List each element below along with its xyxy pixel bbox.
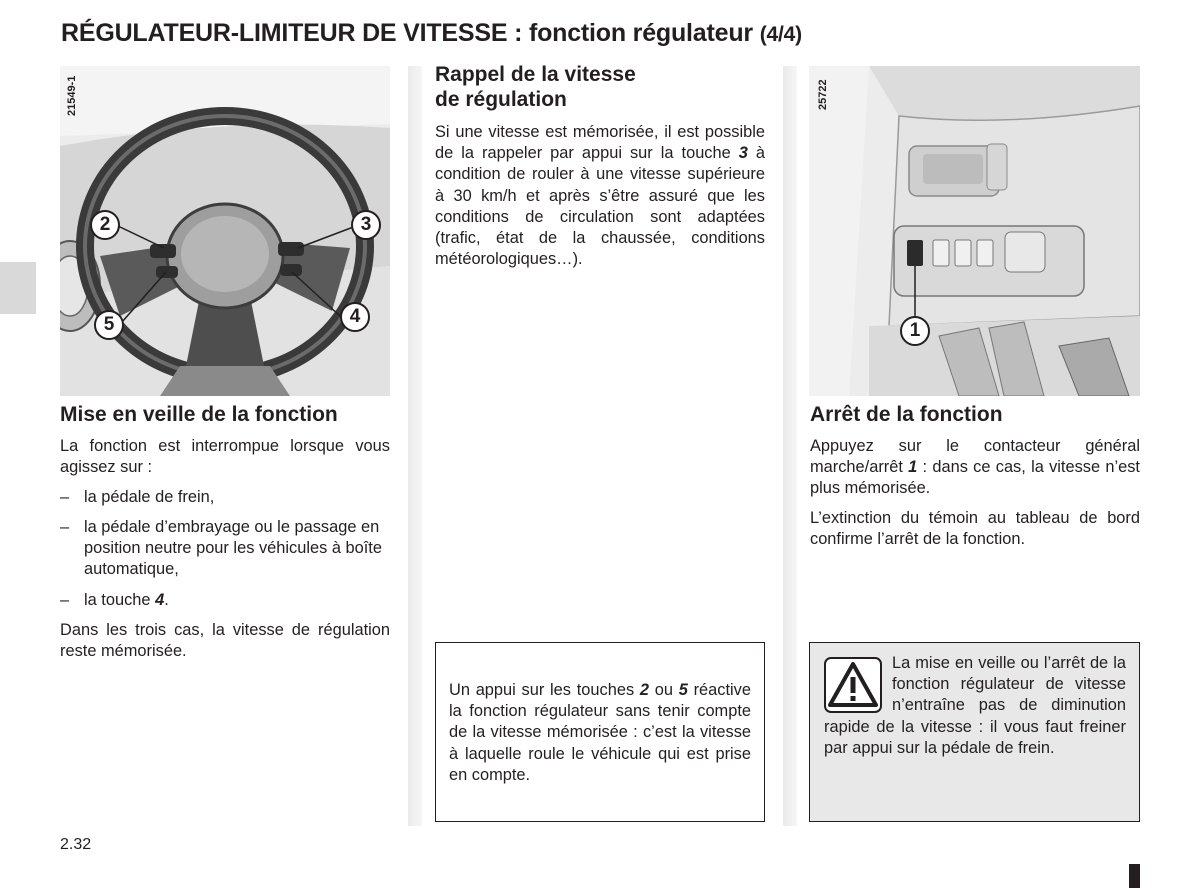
page-title (61, 19, 802, 48)
stop-para-1: Appuyez sur le contacteur général marche/arrêt 1 : dans ce cas, la vitesse n’est plus mémorisée. (810, 437, 1140, 498)
recall-note-text: Un appui sur les touches 2 ou 5 réactive la fonction régulateur sans tenir compte de la vitesse mémorisée : c’est la vitesse à laquelle roule le véhicule qui est prise en compte. (449, 681, 751, 784)
key-3: 3 (738, 144, 748, 163)
heading-recall: Rappel de la vitesse de régulation (435, 63, 636, 111)
standby-intro: La fonction est interrompue lorsque vous agissez sur : (60, 437, 390, 477)
callout-5: 5 (94, 310, 124, 340)
figure-code-right: 25722 (817, 79, 829, 110)
callout-3: 3 (351, 210, 381, 240)
callout-4: 4 (340, 302, 370, 332)
key-5: 5 (678, 681, 688, 699)
warning-box (809, 642, 1140, 822)
section-tab (0, 262, 36, 314)
heading-standby: Mise en veille de la fonction (60, 403, 338, 426)
key-4: 4 (155, 591, 165, 609)
stop-para-2: L’extinction du témoin au tableau de bord confirme l’arrêt de la fonction. (810, 509, 1140, 549)
key-1: 1 (908, 458, 918, 477)
list-item: – la pédale d’embrayage ou le passage en position neutre pour les véhicules à boîte automatique, (60, 518, 382, 579)
callout-1: 1 (900, 316, 930, 346)
recall-note-box (435, 642, 765, 822)
heading-stop: Arrêt de la fonction (810, 403, 1003, 426)
recall-body: Si une vitesse est mémorisée, il est possible de la rappeler par appui sur la touche 3 à condition de rouler à une vitesse supérieure à 30 km/h et après s’être assuré que les conditions de circulation sont adaptées (trafic, état de la chaussée, conditions météorologiques…). (435, 123, 766, 269)
list-item: – la touche 4. (60, 591, 169, 609)
column-divider-right (783, 66, 797, 826)
switch-panel-figure (809, 66, 1140, 396)
page-title-main: RÉGULATEUR-LIMITEUR DE VITESSE : fonction régulateur (61, 19, 753, 47)
corner-mark (1129, 864, 1140, 888)
page-number: 2.32 (60, 836, 92, 853)
figure-code-left: 21549-1 (66, 75, 78, 116)
column-divider-left (408, 66, 422, 826)
standby-closing: Dans les trois cas, la vitesse de régulation reste mémorisée. (60, 621, 390, 661)
page-title-part: (4/4) (759, 23, 802, 46)
list-item: – la pédale de frein, (60, 488, 215, 506)
key-2: 2 (639, 681, 650, 699)
callout-2: 2 (90, 210, 120, 240)
warning-text: La mise en veille ou l’arrêt de la fonction régulateur de vitesse n’entraîne pas de diminution rapide de la vitesse : il vous faut freiner par appui sur la pédale de frein. (824, 654, 1126, 757)
dashboard-switch-panel-illustration-icon (809, 66, 1140, 396)
steering-wheel-figure (60, 66, 390, 396)
